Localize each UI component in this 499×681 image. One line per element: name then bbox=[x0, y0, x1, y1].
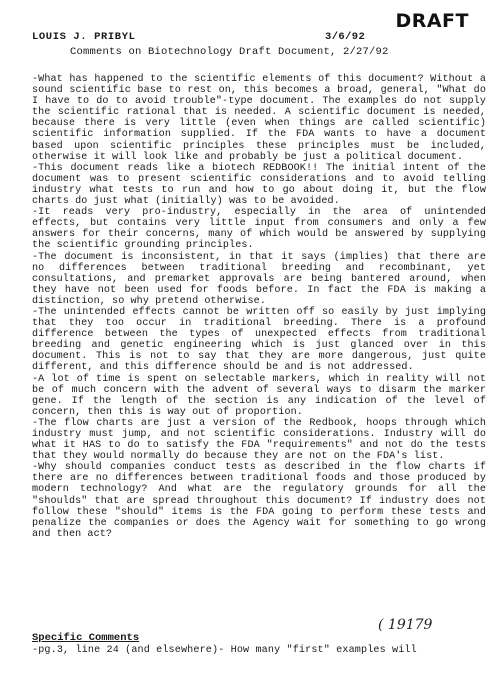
comment-paragraph: -The flow charts are just a version of the Redbook, hoops through which industry must jump, and not scientific considerations. Industry will do what it HAS to do to satisfy the FDA "requirements" and not do the tests that they would normally do because they are not on the FDA's list. bbox=[32, 417, 486, 463]
memo-date: 3/6/92 bbox=[325, 31, 366, 43]
comment-paragraph: -The document is inconsistent, in that it says (implies) that there are no differences between traditional breeding and recombinant, yet consultations, and premarket approvals are being bantered around, when they have not been used for foods before. In fact the FDA is making a distinction, so why pretend otherwise. bbox=[32, 251, 486, 307]
comment-paragraph: -It reads very pro-industry, especially in the area of unintended effects, but contains very little input from consumers and only a few answers for their concerns, many of which would be answered by supplying the scientific grounding principles. bbox=[32, 207, 486, 252]
specific-comments-heading: Specific Comments bbox=[32, 632, 140, 644]
general-comments bbox=[32, 74, 486, 540]
comment-paragraph: -The unintended effects cannot be written off so easily by just implying that they too occur in traditional breeding. There is a profound difference between the types of unexpected effects from traditional breeding and genetic engineering which is just glanced over in this document. This is not to say that they are more dangerous, just quite different, and this difference should be and is not addressed. bbox=[32, 306, 486, 374]
memo-subject: Comments on Biotechnology Draft Document, 2/27/92 bbox=[70, 46, 389, 58]
comment-paragraph: -A lot of time is spent on selectable markers, which in reality will not be of much concern with the advent of several ways to disarm the marker gene. If the length of the section is any indication of the level of concern, then this is way out of proportion. bbox=[32, 373, 486, 418]
handwritten-page-number: ( 19179 bbox=[378, 617, 433, 633]
comment-paragraph: -Why should companies conduct tests as described in the flow charts if there are no differences between traditional foods and those produced by modern technology? And what are the regulatory grounds for all the "shoulds" that are spread throughout this document? If industry does not follow these "should" items is the FDA going to perform these tests and penalize the companies or does the Agency wait for something to go wrong and then act? bbox=[32, 462, 486, 540]
comment-paragraph: -What has happened to the scientific elements of this document? Without a sound scientific base to rest on, this becomes a broad, general, "What do I have to do to avoid trouble"-type document. The examples do not supply the scientific rational that is needed. A scientific document is needed, because there is very little (even when things are called scientific) scientific information supplied. If the FDA wants to have a document based upon scientific principles these principles must be included, otherwise it will look like and probably be just a political document. bbox=[32, 74, 486, 163]
draft-stamp: DRAFT bbox=[395, 10, 469, 32]
author-name: LOUIS J. PRIBYL bbox=[32, 31, 136, 43]
specific-comment-line: -pg.3, line 24 (and elsewhere)- How many "first" examples will bbox=[32, 645, 417, 656]
comment-paragraph: -This document reads like a biotech REDBOOK!! The initial intent of the document was to present scientific considerations and to avoid telling industry what tests to run and how to go about doing it, but the flow charts do just what (initially) was to be avoided. bbox=[32, 162, 486, 208]
